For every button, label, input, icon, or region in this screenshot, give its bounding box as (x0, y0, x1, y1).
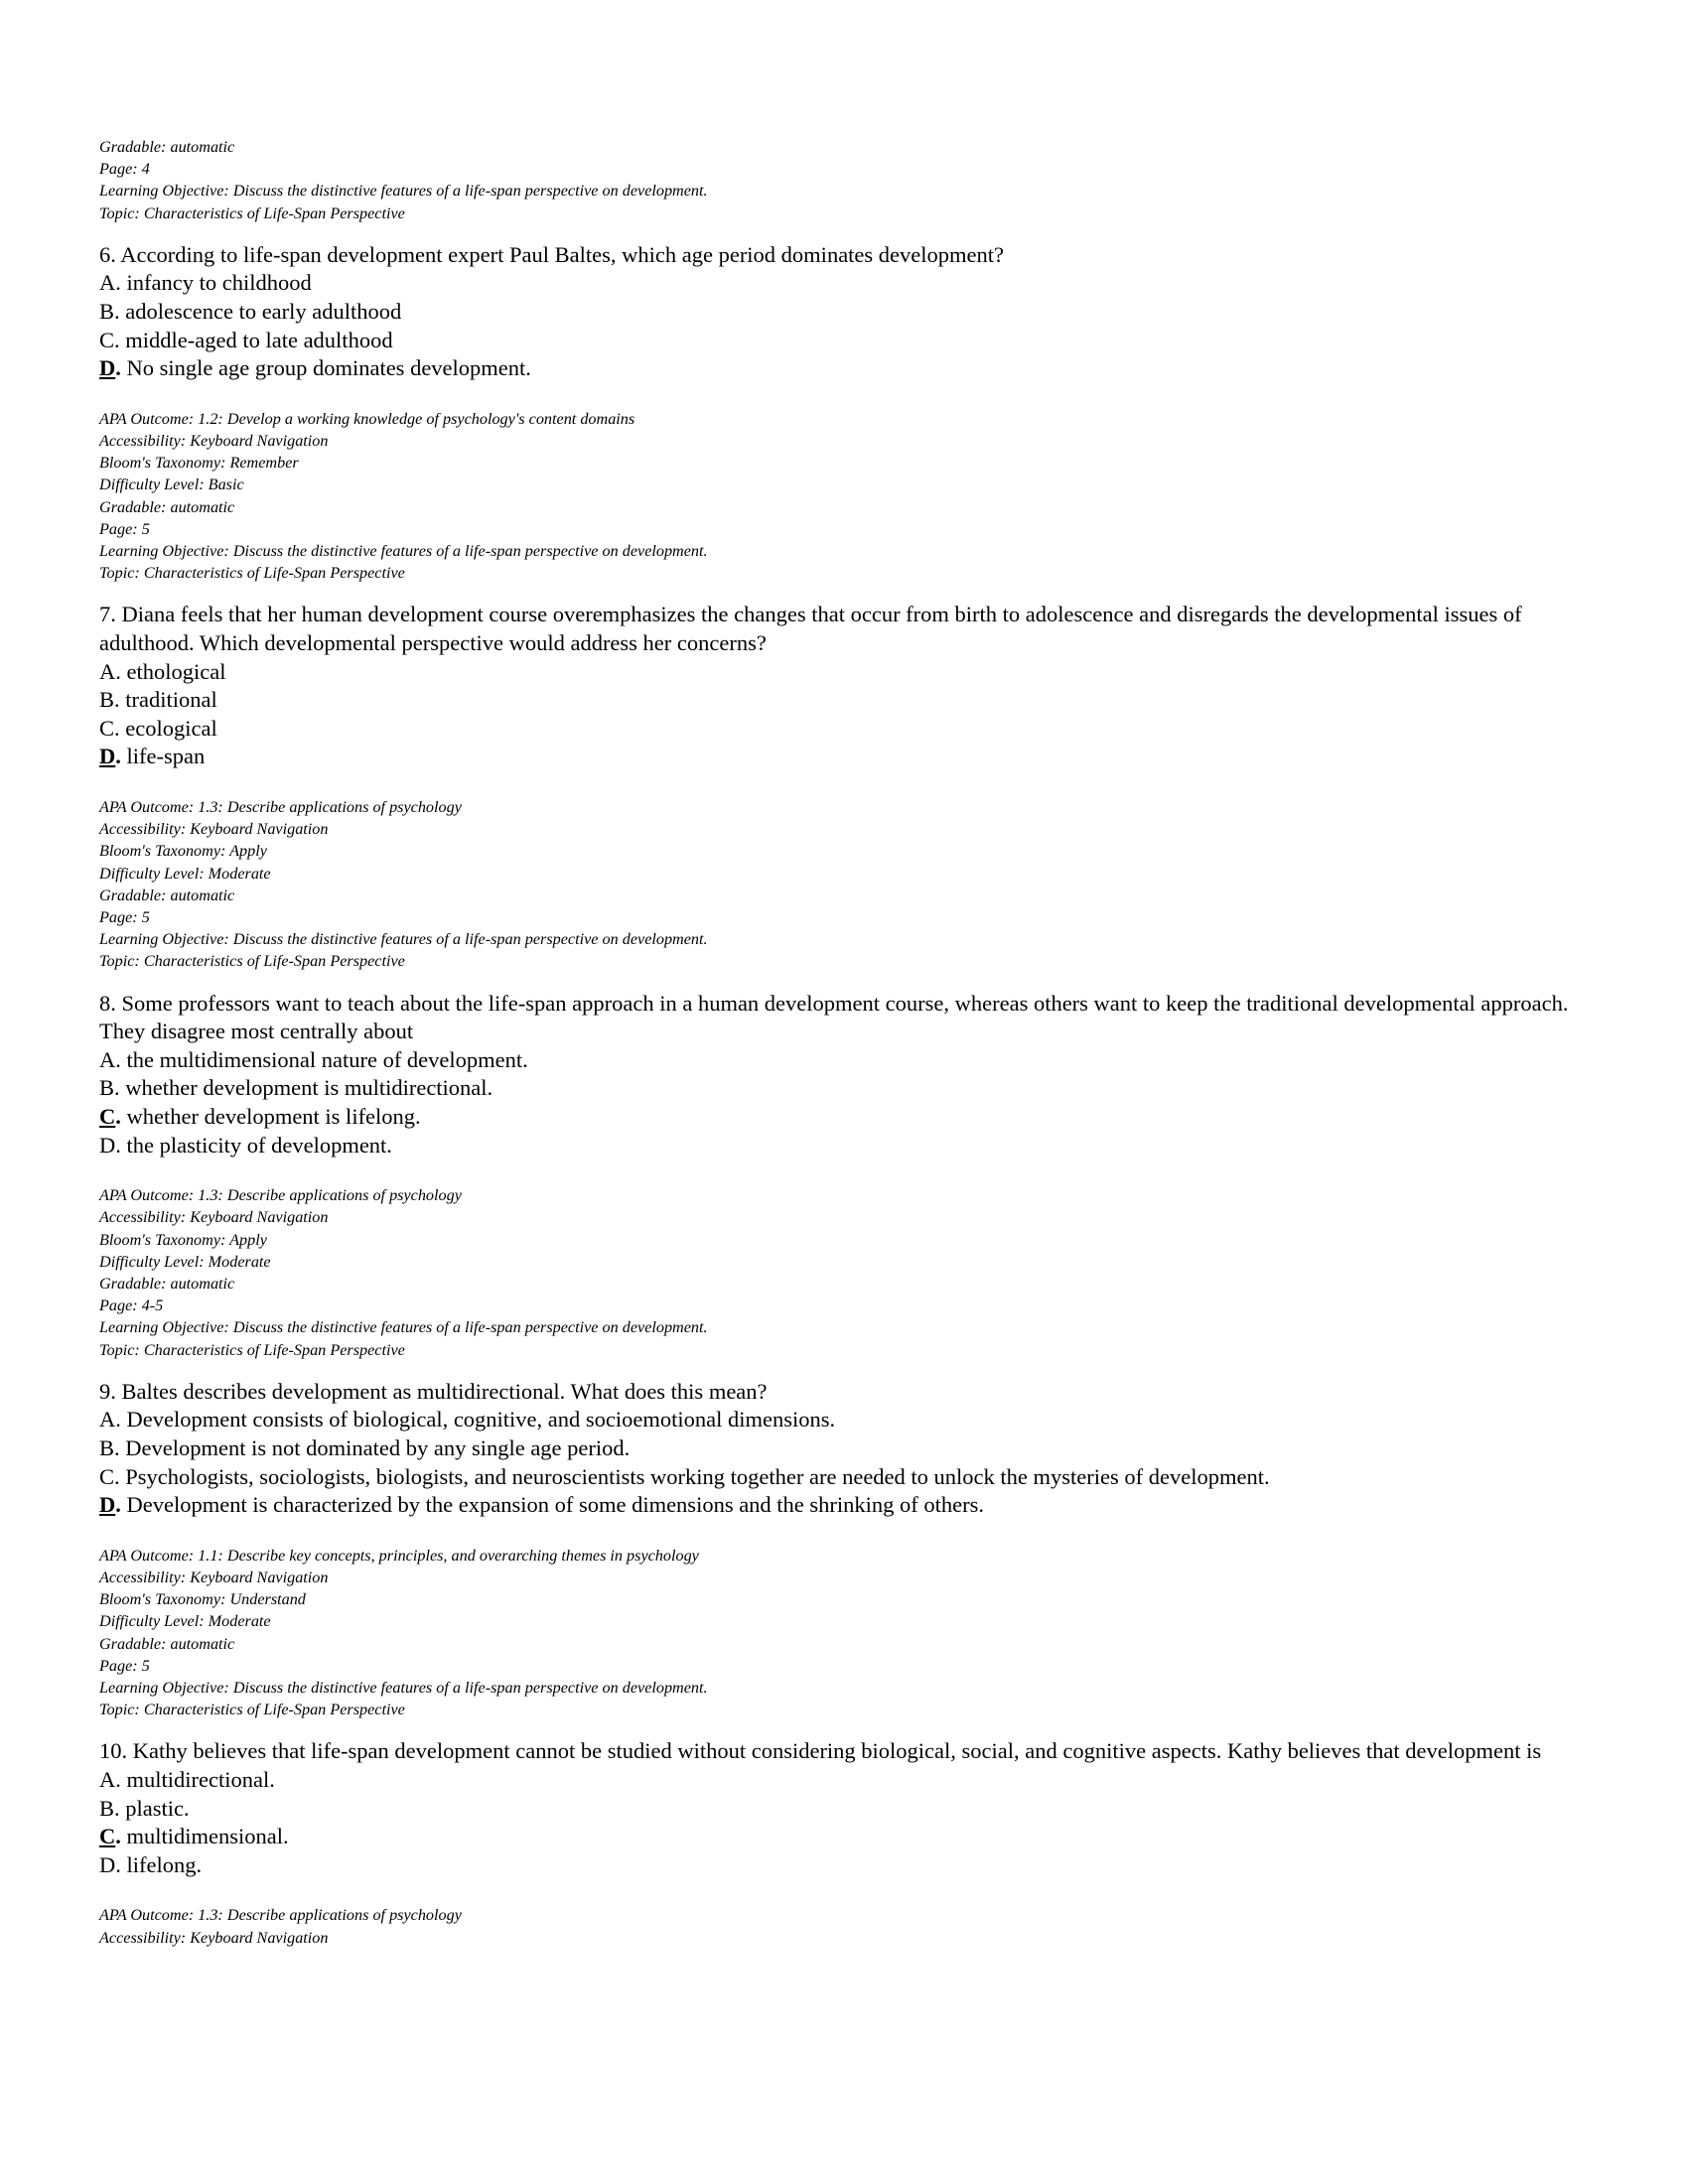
option-text: whether development is lifelong. (126, 1103, 421, 1129)
metadata-line: Difficulty Level: Moderate (99, 864, 271, 883)
correct-answer-option: C. multidimensional. (99, 1824, 289, 1849)
metadata-line: Difficulty Level: Moderate (99, 1612, 271, 1631)
option-text: plastic. (125, 1795, 190, 1821)
option-text: multidirectional. (126, 1766, 275, 1792)
option-text: multidimensional. (126, 1824, 289, 1849)
option-letter: B. (99, 1075, 120, 1101)
option-text: the multidimensional nature of development. (126, 1046, 528, 1072)
option-letter: A. (99, 1407, 121, 1433)
metadata-line: Topic: Characteristics of Life-Span Perspective (99, 952, 405, 971)
correct-option-letter: C (99, 1103, 116, 1129)
answer-option (99, 658, 1609, 687)
question-metadata (99, 1545, 1609, 1721)
metadata-line: Bloom's Taxonomy: Understand (99, 1590, 306, 1609)
metadata-line: APA Outcome: 1.1: Describe key concepts, principles, and overarching themes in psychology (99, 1546, 699, 1565)
metadata-line: APA Outcome: 1.2: Develop a working knowledge of psychology's content domains (99, 409, 635, 428)
question-10 (99, 1737, 1609, 1879)
question-stem (99, 241, 1609, 270)
top-metadata (99, 136, 1609, 224)
question-number: 8. (99, 990, 116, 1016)
metadata-line: Page: 5 (99, 907, 150, 926)
question-text: According to life-span development expert Paul Baltes, which age period dominates development? (120, 241, 1004, 267)
question-6 (99, 241, 1609, 383)
answer-option (99, 686, 1609, 715)
metadata-line: Gradable: automatic (99, 497, 235, 516)
answer-option (99, 1795, 1609, 1824)
option-text: ecological (125, 715, 217, 741)
option-text: whether development is multidirectional. (125, 1075, 493, 1101)
option-text: ethological (126, 658, 226, 684)
answer-option (99, 298, 1609, 327)
metadata-line: APA Outcome: 1.3: Describe applications of psychology (99, 797, 462, 816)
question-text: Diana feels that her human development course overemphasizes the changes that occur from birth to adolescence and disregards the developmental issues of adulthood. Which developmental perspective would address her concerns? (99, 602, 1522, 655)
question-stem (99, 1378, 1609, 1407)
metadata-line: Page: 4 (99, 160, 150, 179)
option-text: Development consists of biological, cognitive, and socioemotional dimensions. (126, 1407, 836, 1433)
metadata-line: Difficulty Level: Moderate (99, 1252, 271, 1271)
question-metadata (99, 1904, 1609, 1948)
correct-answer-option: C. whether development is lifelong. (99, 1103, 421, 1129)
metadata-line: Learning Objective: Discuss the distinctive features of a life-span perspective on development. (99, 1318, 708, 1337)
metadata-line: Learning Objective: Discuss the distinctive features of a life-span perspective on development. (99, 542, 708, 560)
correct-answer-option: D. No single age group dominates development. (99, 355, 531, 381)
question-metadata (99, 796, 1609, 973)
option-letter: B. (99, 1795, 120, 1821)
question-7 (99, 601, 1609, 771)
metadata-line: Accessibility: Keyboard Navigation (99, 1568, 329, 1586)
metadata-line: Gradable: automatic (99, 138, 235, 156)
option-letter: B. (99, 687, 120, 713)
answer-option (99, 715, 1609, 744)
metadata-line: Topic: Characteristics of Life-Span Perspective (99, 204, 405, 222)
correct-option-letter: C (99, 1824, 116, 1849)
correct-option-letter: D (99, 1492, 116, 1518)
option-text: the plasticity of development. (126, 1132, 392, 1158)
question-stem (99, 1737, 1609, 1766)
correct-answer-option: D. life-span (99, 744, 206, 769)
metadata-line: Learning Objective: Discuss the distinctive features of a life-span perspective on development. (99, 930, 708, 949)
question-number: 9. (99, 1378, 116, 1404)
option-letter: D. (99, 1851, 121, 1877)
correct-option-letter: D (99, 355, 116, 381)
option-text: life-span (126, 744, 206, 769)
option-letter: A. (99, 270, 121, 296)
metadata-line: Accessibility: Keyboard Navigation (99, 1928, 329, 1947)
answer-option (99, 269, 1609, 298)
metadata-line: Topic: Characteristics of Life-Span Perspective (99, 1340, 405, 1359)
answer-option (99, 1046, 1609, 1075)
question-stem (99, 990, 1609, 1046)
correct-answer-option: D. Development is characterized by the expansion of some dimensions and the shrinking of others. (99, 1492, 985, 1518)
metadata-line: Accessibility: Keyboard Navigation (99, 1208, 329, 1227)
option-letter: C. (99, 715, 120, 741)
option-letter: C. (99, 327, 120, 352)
question-text: Kathy believes that life-span development cannot be studied without considering biological, social, and cognitive aspects. Kathy believes that development is (132, 1738, 1542, 1764)
metadata-line: Gradable: automatic (99, 886, 235, 904)
metadata-line: Accessibility: Keyboard Navigation (99, 431, 329, 450)
option-text: infancy to childhood (126, 270, 312, 296)
metadata-line: APA Outcome: 1.3: Describe applications of psychology (99, 1906, 462, 1925)
answer-option (99, 1074, 1609, 1103)
metadata-line: Bloom's Taxonomy: Apply (99, 1230, 267, 1249)
metadata-line: Gradable: automatic (99, 1634, 235, 1653)
option-letter: B. (99, 299, 120, 324)
question-number: 10. (99, 1738, 128, 1764)
question-9 (99, 1378, 1609, 1520)
option-letter: C. (99, 1463, 120, 1489)
option-letter: A. (99, 1766, 121, 1792)
metadata-line: Bloom's Taxonomy: Remember (99, 454, 299, 473)
metadata-line: Gradable: automatic (99, 1274, 235, 1293)
option-text: Development is characterized by the expansion of some dimensions and the shrinking of others. (126, 1492, 985, 1518)
document-page (99, 136, 1609, 1949)
answer-option (99, 1766, 1609, 1795)
metadata-line: Page: 5 (99, 1656, 150, 1675)
metadata-line: Difficulty Level: Basic (99, 476, 244, 494)
option-text: lifelong. (126, 1851, 203, 1877)
answer-option (99, 1851, 1609, 1880)
question-text: Baltes describes development as multidirectional. What does this mean? (121, 1378, 768, 1404)
question-8 (99, 990, 1609, 1160)
option-letter: A. (99, 658, 121, 684)
metadata-line: Page: 5 (99, 519, 150, 538)
question-number: 6. (99, 241, 116, 267)
question-metadata (99, 408, 1609, 585)
option-text: Psychologists, sociologists, biologists, and neuroscientists working together are needed to unlock the mysteries of development. (125, 1463, 1270, 1489)
question-stem (99, 601, 1609, 657)
metadata-line: Learning Objective: Discuss the distinctive features of a life-span perspective on development. (99, 182, 708, 201)
option-letter: A. (99, 1046, 121, 1072)
metadata-line: Page: 4-5 (99, 1297, 164, 1315)
answer-option (99, 1463, 1609, 1492)
metadata-line: Topic: Characteristics of Life-Span Perspective (99, 1701, 405, 1719)
option-text: adolescence to early adulthood (125, 299, 402, 324)
answer-option (99, 1406, 1609, 1434)
metadata-line: APA Outcome: 1.3: Describe applications of psychology (99, 1186, 462, 1205)
option-text: traditional (125, 687, 217, 713)
correct-option-letter: D (99, 744, 116, 769)
metadata-line: Learning Objective: Discuss the distinctive features of a life-span perspective on development. (99, 1678, 708, 1697)
option-letter: B. (99, 1434, 120, 1460)
option-text: Development is not dominated by any single age period. (125, 1434, 631, 1460)
question-text: Some professors want to teach about the life-span approach in a human development course, whereas others want to keep the traditional developmental approach. They disagree most centrally about (99, 990, 1569, 1044)
question-number: 7. (99, 602, 116, 627)
answer-option (99, 1132, 1609, 1160)
metadata-line: Accessibility: Keyboard Navigation (99, 820, 329, 839)
answer-option (99, 1434, 1609, 1463)
metadata-line: Bloom's Taxonomy: Apply (99, 842, 267, 861)
option-letter: D. (99, 1132, 121, 1158)
option-text: middle-aged to late adulthood (125, 327, 393, 352)
answer-option (99, 327, 1609, 355)
question-metadata (99, 1184, 1609, 1361)
option-text: No single age group dominates development. (126, 355, 531, 381)
metadata-line: Topic: Characteristics of Life-Span Perspective (99, 564, 405, 583)
